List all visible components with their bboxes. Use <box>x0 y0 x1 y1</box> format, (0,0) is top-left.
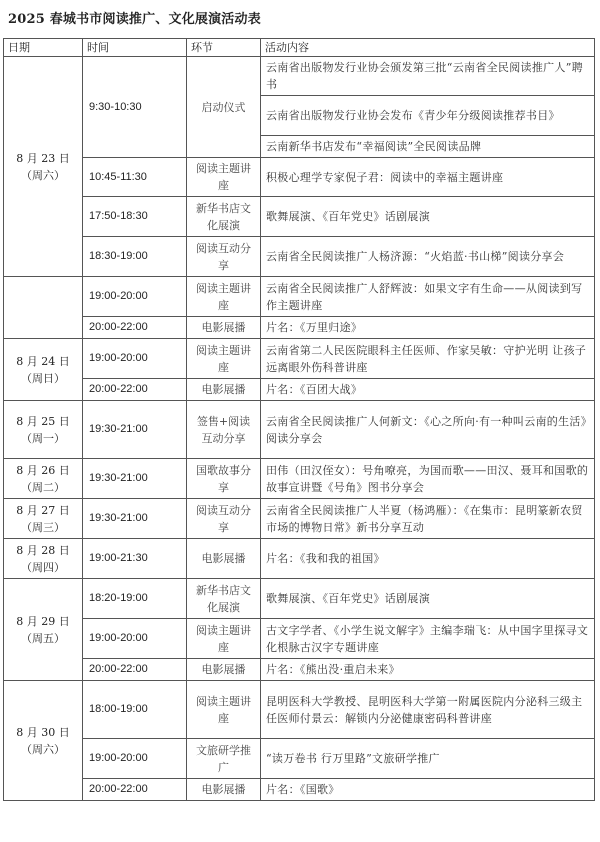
table-row <box>4 197 595 237</box>
time-cell: 10:45-11:30 <box>83 158 187 197</box>
content-cell: 云南省第二人民医院眼科主任医师、作家吴敏：守护光明 让孩子远离眼外伤科普讲座 <box>261 339 595 379</box>
content-cell: 积极心理学专家倪子君：阅读中的幸福主题讲座 <box>261 158 595 197</box>
content-cell: 云南省出版物发行业协会颁发第三批“云南省全民阅读推广人”聘书 <box>261 57 595 96</box>
table-row <box>4 539 595 579</box>
table-row <box>4 57 595 96</box>
content-cell: 云南省全民阅读推广人半夏（杨鸿雁）：《在集市：昆明篆新农贸市场的博物日常》新书分享互动 <box>261 499 595 539</box>
time-cell: 9:30-10:30 <box>83 57 187 158</box>
time-cell: 18:30-19:00 <box>83 237 187 277</box>
time-cell: 19:30-21:00 <box>83 499 187 539</box>
segment-cell: 启动仪式 <box>187 57 261 158</box>
segment-cell: 电影展播 <box>187 379 261 401</box>
content-cell: 片名：《百团大战》 <box>261 379 595 401</box>
content-cell: 歌舞展演、《百年党史》话剧展演 <box>261 197 595 237</box>
header-content: 活动内容 <box>261 39 595 57</box>
date-cell: 8 月 26 日 （周二） <box>4 459 83 499</box>
table-row <box>4 158 595 197</box>
segment-cell: 签售+阅读互动分享 <box>187 401 261 459</box>
time-cell: 19:00-21:30 <box>83 539 187 579</box>
segment-cell: 阅读主题讲座 <box>187 619 261 659</box>
segment-cell: 阅读互动分享 <box>187 499 261 539</box>
content-cell: 田伟（田汉侄女）：号角嘹亮，为国而歌——田汉、聂耳和国歌的故事宣讲暨《号角》图书分享会 <box>261 459 595 499</box>
content-cell: 歌舞展演、《百年党史》话剧展演 <box>261 579 595 619</box>
table-row <box>4 779 595 801</box>
header-segment: 环节 <box>187 39 261 57</box>
segment-cell: 阅读互动分享 <box>187 237 261 277</box>
time-cell: 19:30-21:00 <box>83 401 187 459</box>
table-row <box>4 619 595 659</box>
time-cell: 19:00-20:00 <box>83 277 187 317</box>
time-cell: 19:00-20:00 <box>83 619 187 659</box>
date-cell: 8 月 23 日 （周六） <box>4 57 83 277</box>
table-row <box>4 317 595 339</box>
date-cell: 8 月 28 日 （周四） <box>4 539 83 579</box>
content-cell: 云南省全民阅读推广人舒辉波：如果文字有生命——从阅读到写作主题讲座 <box>261 277 595 317</box>
segment-cell: 阅读主题讲座 <box>187 339 261 379</box>
content-cell: 片名：《熊出没·重启未来》 <box>261 659 595 681</box>
date-cell: 8 月 25 日 （周一） <box>4 401 83 459</box>
table-row <box>4 499 595 539</box>
content-cell: 昆明医科大学教授、昆明医科大学第一附属医院内分泌科三级主任医师付景云：解锁内分泌健康密码科普讲座 <box>261 681 595 739</box>
content-cell: 云南省全民阅读推广人何新文：《心之所向·有一种叫云南的生活》阅读分享会 <box>261 401 595 459</box>
table-row <box>4 659 595 681</box>
segment-cell: 阅读主题讲座 <box>187 158 261 197</box>
table-row <box>4 579 595 619</box>
header-time: 时间 <box>83 39 187 57</box>
time-cell: 19:00-20:00 <box>83 339 187 379</box>
content-cell: “读万卷书 行万里路”文旅研学推广 <box>261 739 595 779</box>
date-cell: 8 月 30 日 （周六） <box>4 681 83 801</box>
content-cell: 古文字学者、《小学生说文解字》主编李瑞飞：从中国字里探寻文化根脉古汉字专题讲座 <box>261 619 595 659</box>
segment-cell: 新华书店文化展演 <box>187 197 261 237</box>
table-row <box>4 739 595 779</box>
time-cell: 20:00-22:00 <box>83 779 187 801</box>
content-cell: 云南省出版物发行业协会发布《青少年分级阅读推荐书目》 <box>261 96 595 136</box>
segment-cell: 电影展播 <box>187 659 261 681</box>
date-cell: 8 月 27 日 （周三） <box>4 499 83 539</box>
table-row <box>4 401 595 459</box>
segment-cell: 国歌故事分享 <box>187 459 261 499</box>
date-cell: 8 月 29 日 （周五） <box>4 579 83 681</box>
time-cell: 19:30-21:00 <box>83 459 187 499</box>
segment-cell: 电影展播 <box>187 779 261 801</box>
content-cell: 云南省全民阅读推广人杨济源：“火焰蓝·书山梯”阅读分享会 <box>261 237 595 277</box>
segment-cell: 阅读主题讲座 <box>187 277 261 317</box>
time-cell: 20:00-22:00 <box>83 659 187 681</box>
content-cell: 云南新华书店发布“幸福阅读”全民阅读品牌 <box>261 136 595 158</box>
content-cell: 片名：《万里归途》 <box>261 317 595 339</box>
time-cell: 19:00-20:00 <box>83 739 187 779</box>
table-row <box>4 681 595 739</box>
segment-cell: 电影展播 <box>187 317 261 339</box>
page-title: 2025 春城书市阅读推广、文化展演活动表 <box>8 12 261 27</box>
segment-cell: 电影展播 <box>187 539 261 579</box>
content-cell: 片名：《我和我的祖国》 <box>261 539 595 579</box>
time-cell: 18:00-19:00 <box>83 681 187 739</box>
time-cell: 20:00-22:00 <box>83 317 187 339</box>
header-date: 日期 <box>4 39 83 57</box>
table-row <box>4 277 595 317</box>
table-row <box>4 459 595 499</box>
content-cell: 片名：《国歌》 <box>261 779 595 801</box>
table-row <box>4 237 595 277</box>
date-cell: 8 月 24 日 （周日） <box>4 339 83 401</box>
time-cell: 18:20-19:00 <box>83 579 187 619</box>
table-row <box>4 379 595 401</box>
time-cell: 20:00-22:00 <box>83 379 187 401</box>
date-cell-empty <box>4 277 83 339</box>
table-header-row <box>4 39 595 57</box>
time-cell: 17:50-18:30 <box>83 197 187 237</box>
table-row <box>4 339 595 379</box>
segment-cell: 阅读主题讲座 <box>187 681 261 739</box>
segment-cell: 文旅研学推广 <box>187 739 261 779</box>
schedule-table <box>3 38 595 801</box>
segment-cell: 新华书店文化展演 <box>187 579 261 619</box>
